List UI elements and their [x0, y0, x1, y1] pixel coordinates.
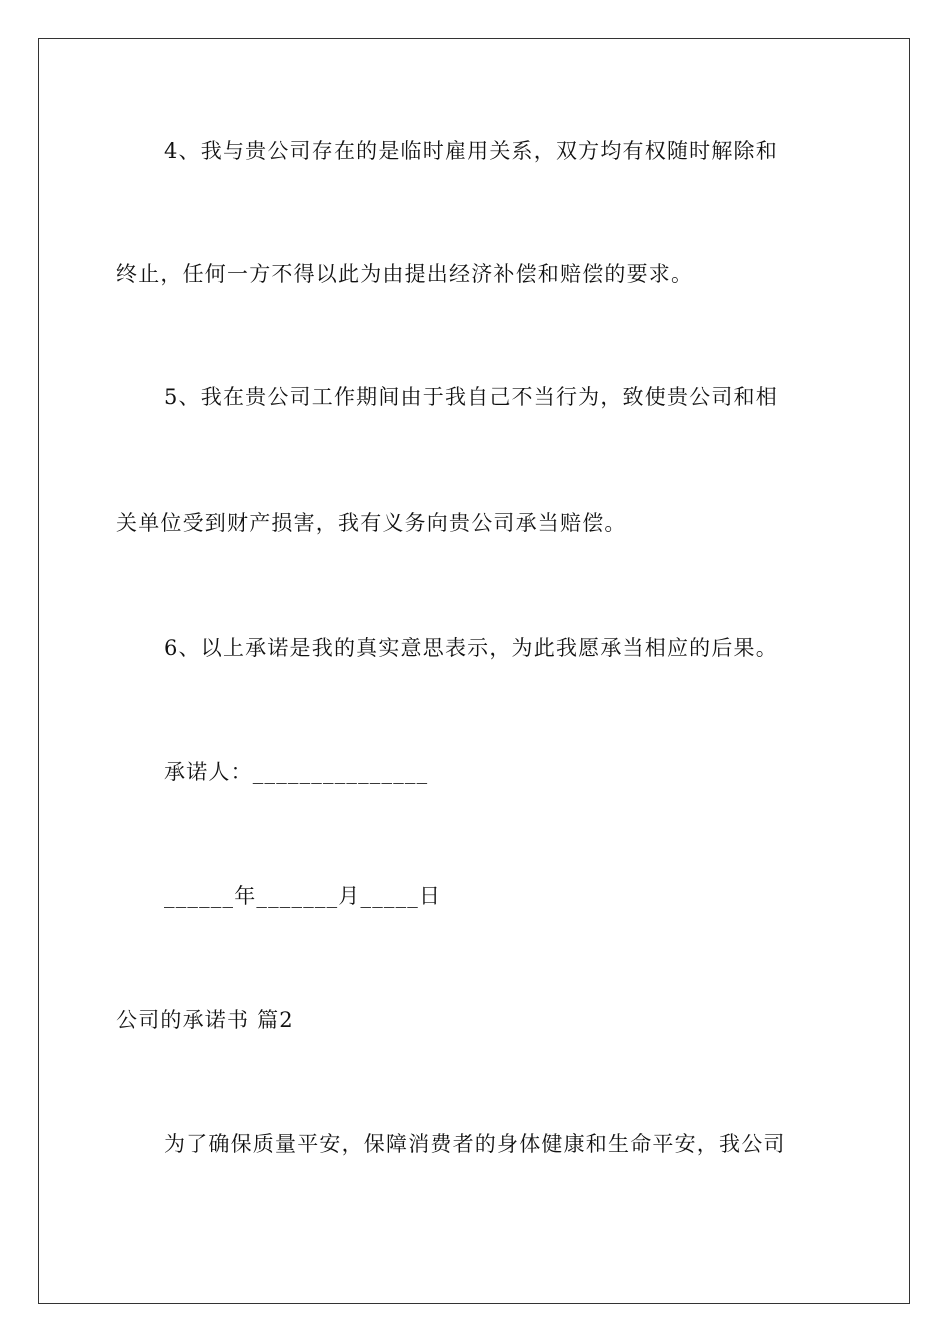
paragraph-4-line-1: 4、我与贵公司存在的是临时雇用关系，双方均有权随时解除和 — [164, 139, 778, 163]
section-title: 公司的承诺书 篇2 — [116, 1008, 294, 1032]
signature-line: 承诺人：_______________ — [164, 760, 429, 784]
intro-paragraph: 为了确保质量平安，保障消费者的身体健康和生命平安，我公司 — [164, 1132, 786, 1156]
page-border — [38, 38, 910, 1304]
paragraph-6: 6、以上承诺是我的真实意思表示，为此我愿承当相应的后果。 — [164, 636, 778, 660]
date-line: ______年_______月_____日 — [164, 884, 442, 908]
paragraph-5-line-2: 关单位受到财产损害，我有义务向贵公司承当赔偿。 — [116, 511, 627, 535]
paragraph-4-line-2: 终止，任何一方不得以此为由提出经济补偿和赔偿的要求。 — [116, 262, 694, 286]
paragraph-5-line-1: 5、我在贵公司工作期间由于我自己不当行为，致使贵公司和相 — [164, 385, 778, 409]
